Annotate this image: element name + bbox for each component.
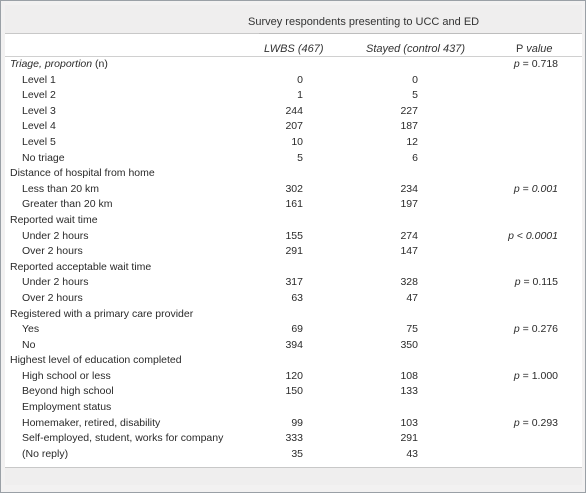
table-row — [5, 431, 582, 447]
table-row — [5, 353, 582, 369]
row-label: Over 2 hours — [22, 245, 83, 258]
cell-p-value: p = 0.718 — [513, 58, 558, 70]
table-row — [5, 244, 582, 260]
row-label: Registered with a primary care provider — [10, 307, 194, 320]
table-row — [5, 369, 582, 385]
row-label: Level 1 — [22, 73, 56, 86]
row-label: No triage — [22, 151, 65, 164]
cell-lwbs: 207 — [285, 120, 303, 133]
cell-p-value: p = 0.293 — [513, 416, 558, 429]
row-label: Over 2 hours — [22, 291, 83, 304]
table-row — [5, 416, 582, 432]
row-label: Employment status — [22, 401, 112, 414]
table-footer — [5, 468, 582, 485]
row-label: Self-employed, student, works for company — [22, 432, 224, 445]
row-label: Greater than 20 km — [22, 198, 113, 211]
cell-lwbs: 5 — [297, 151, 303, 164]
table-row — [5, 182, 582, 198]
table-row — [5, 151, 582, 167]
cell-lwbs: 63 — [291, 291, 303, 304]
cell-lwbs: 1 — [297, 89, 303, 102]
table-row — [5, 384, 582, 400]
cell-stayed: 227 — [400, 104, 418, 117]
table-row — [5, 338, 582, 354]
cell-stayed: 274 — [400, 229, 418, 242]
cell-stayed: 0 — [412, 73, 418, 86]
cell-stayed: 47 — [406, 291, 418, 304]
cell-lwbs: 333 — [285, 432, 303, 445]
cell-lwbs: 35 — [291, 447, 303, 460]
cell-stayed: 147 — [400, 245, 418, 258]
cell-stayed: 133 — [400, 385, 418, 398]
table-row — [5, 197, 582, 213]
cell-stayed: 43 — [406, 447, 418, 460]
cell-lwbs: 0 — [297, 73, 303, 86]
cell-stayed: 103 — [400, 416, 418, 429]
cell-lwbs: 317 — [285, 276, 303, 289]
table-row — [5, 322, 582, 338]
cell-stayed: 75 — [406, 323, 418, 336]
cell-lwbs: 10 — [291, 135, 303, 148]
table-title: Survey respondents presenting to UCC and ED — [248, 16, 480, 28]
cell-lwbs: 150 — [285, 385, 303, 398]
table-container — [5, 5, 582, 485]
cell-lwbs: 302 — [285, 182, 303, 195]
cell-lwbs: 69 — [291, 323, 303, 336]
row-label: Homemaker, retired, disability — [22, 416, 161, 429]
row-label: Level 4 — [22, 120, 56, 133]
row-label: Highest level of education completed — [10, 354, 182, 367]
cell-p-value: p = 0.276 — [513, 323, 558, 336]
row-label: Level 2 — [22, 89, 56, 102]
row-label: No — [22, 338, 36, 351]
row-label: Under 2 hours — [22, 229, 89, 242]
cell-stayed: 328 — [400, 276, 418, 289]
cell-stayed: 350 — [400, 338, 418, 351]
cell-lwbs: 161 — [285, 198, 303, 211]
table-row — [5, 447, 582, 463]
cell-stayed: 187 — [400, 120, 418, 133]
cell-stayed: 197 — [400, 198, 418, 211]
row-label: Less than 20 km — [22, 182, 100, 195]
row-label: Triage, proportion (n) — [10, 58, 108, 70]
column-header-stayed: Stayed (control 437) — [366, 43, 466, 55]
cell-stayed: 108 — [400, 369, 418, 382]
column-header-p-value: P value — [516, 43, 553, 55]
table-body — [5, 57, 582, 462]
table-row — [5, 119, 582, 135]
table-row — [5, 166, 582, 182]
row-label: Level 5 — [22, 135, 56, 148]
table-header — [5, 5, 582, 34]
table-row — [5, 104, 582, 120]
table-row — [5, 400, 582, 416]
cell-stayed: 234 — [400, 182, 418, 195]
table-row — [5, 88, 582, 104]
row-label: Level 3 — [22, 104, 56, 117]
column-header-p-value-word: value — [526, 43, 553, 55]
cell-lwbs: 291 — [285, 245, 303, 258]
cell-lwbs: 394 — [285, 338, 303, 351]
row-label: Reported acceptable wait time — [10, 260, 152, 273]
cell-stayed: 291 — [400, 432, 418, 445]
row-label: Reported wait time — [10, 213, 98, 226]
table-row — [5, 275, 582, 291]
cell-stayed: 5 — [412, 89, 418, 102]
row-label: Beyond high school — [22, 385, 114, 398]
table-row — [5, 229, 582, 245]
table-row — [5, 73, 582, 89]
table-row — [5, 57, 582, 73]
table-row — [5, 291, 582, 307]
row-label: Distance of hospital from home — [10, 167, 155, 180]
header-rule — [259, 33, 580, 34]
row-label: High school or less — [22, 369, 111, 382]
cell-lwbs: 99 — [291, 416, 303, 429]
cell-stayed: 12 — [406, 135, 418, 148]
cell-p-value: p = 1.000 — [513, 369, 558, 382]
column-header-row — [5, 33, 582, 57]
column-header-lwbs: LWBS (467) — [264, 43, 324, 55]
table-row — [5, 213, 582, 229]
cell-lwbs: 120 — [285, 369, 303, 382]
cell-lwbs: 155 — [285, 229, 303, 242]
table-row — [5, 260, 582, 276]
row-label: (No reply) — [22, 447, 69, 460]
row-label: Yes — [22, 323, 40, 336]
table-row — [5, 135, 582, 151]
cell-lwbs: 244 — [285, 104, 303, 117]
cell-p-value: p = 0.115 — [514, 276, 558, 289]
cell-p-value: p < 0.0001 — [508, 229, 558, 242]
row-label: Under 2 hours — [22, 276, 89, 289]
cell-stayed: 6 — [412, 151, 418, 164]
cell-p-value: p = 0.001 — [513, 182, 558, 195]
table-row — [5, 307, 582, 323]
